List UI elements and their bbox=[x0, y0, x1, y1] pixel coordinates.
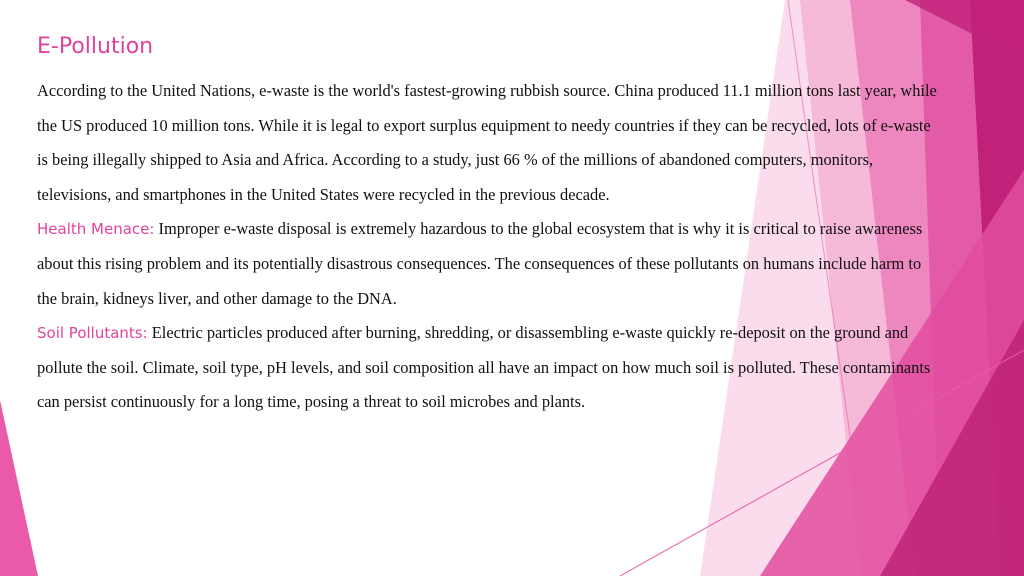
soil-paragraph bbox=[37, 316, 937, 420]
soil-pollutants-text: Electric particles produced after burning, shredding, or disassembling e-waste quickly re-deposit on the ground and pollute the soil. Climate, soil type, pH levels, and soil composition all have an impact on how much soil is polluted. These contaminants can persist continuously for a long time, posing a threat to soil microbes and plants. bbox=[37, 323, 931, 412]
left-edge-shape bbox=[0, 400, 38, 576]
health-menace-text: Improper e-waste disposal is extremely hazardous to the global ecosystem that is why it is critical to raise awareness about this rising problem and its potentially disastrous consequences. The consequences of these pollutants on humans include harm to the brain, kidneys liver, and other damage to the DNA. bbox=[37, 219, 923, 308]
slide-body bbox=[37, 74, 937, 420]
soil-pollutants-label: Soil Pollutants: bbox=[37, 324, 148, 343]
slide-title: E-Pollution bbox=[37, 34, 154, 59]
intro-paragraph: According to the United Nations, e-waste is the world's fastest-growing rubbish source. China produced 11.1 million tons last year, while the US produced 10 million tons. While it is legal to export surplus equipment to needy countries if they can be recycled, lots of e-waste is being illegally shipped to Asia and Africa. According to a study, just 66 % of the millions of abandoned computers, monitors, televisions, and smartphones in the United States were recycled in the previous decade. bbox=[37, 81, 937, 204]
health-menace-label: Health Menace: bbox=[37, 220, 155, 239]
health-paragraph bbox=[37, 212, 937, 316]
